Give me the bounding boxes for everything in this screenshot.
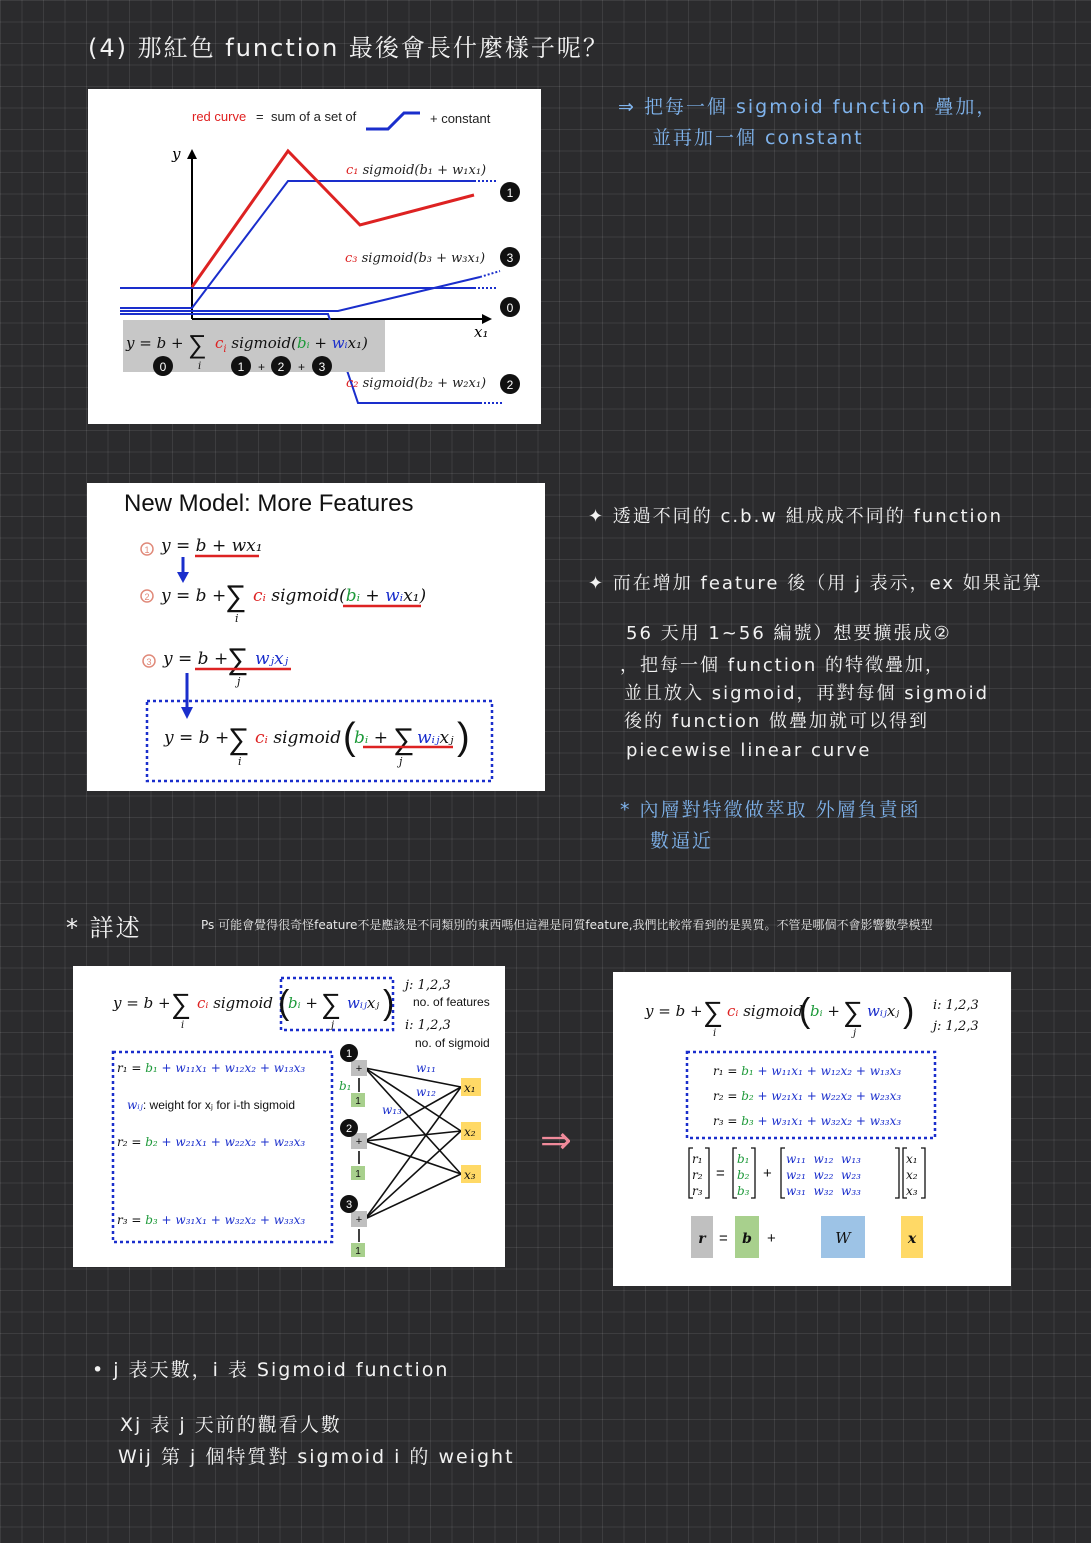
svg-text:): ): [457, 716, 470, 758]
matrix-x3: x₃: [906, 1184, 918, 1198]
svg-text:b: b: [742, 1231, 752, 1247]
svg-text:∑: ∑: [703, 996, 723, 1027]
legend-sigmoid-icon: [366, 113, 420, 129]
i-range: i: 1,2,3: [933, 998, 979, 1013]
svg-text:∑: ∑: [188, 329, 207, 359]
i-desc: no. of sigmoid: [415, 1036, 490, 1050]
svg-text:y = b +: y = b +: [645, 1002, 703, 1020]
svg-text:∑: ∑: [843, 996, 863, 1027]
svg-text:j: j: [331, 1020, 335, 1031]
sigmoid-curve-3: [120, 277, 480, 311]
svg-text:1: 1: [144, 545, 150, 555]
svg-text:1: 1: [345, 1048, 353, 1060]
svg-text:y = b +: y = b +: [113, 994, 171, 1012]
r1-equation: r₁ = b₁ + w₁₁x₁ + w₁₂x₂ + w₁₃x₃: [117, 1061, 306, 1075]
matrix-r2: r₂: [692, 1168, 703, 1182]
bottom-note-1: • j 表天數，i 表 Sigmoid function: [92, 1359, 450, 1381]
svg-text:): ): [903, 992, 915, 1030]
weight-w11: w₁₁: [416, 1061, 436, 1075]
svg-text:x₁: x₁: [464, 1081, 476, 1095]
svg-text:x₃: x₃: [464, 1168, 476, 1182]
j-range: j: 1,2,3: [405, 978, 451, 993]
matrix-slide-equation: cᵢ sigmoid: [727, 1002, 803, 1020]
r1-equation: r₁ = b₁ + w₁₁x₁ + w₁₂x₂ + w₁₃x₃: [713, 1064, 902, 1078]
legend-equals: =: [256, 109, 264, 124]
network-figure: [73, 966, 505, 1267]
matrix-b1: b₁: [737, 1152, 750, 1166]
svg-text:2: 2: [277, 360, 285, 374]
slide-red-curve: [88, 89, 541, 424]
svg-text:∑: ∑: [225, 580, 247, 613]
svg-text:i: i: [713, 1028, 717, 1039]
curve-1-label: c₁ sigmoid(b₁ + w₁x₁): [346, 163, 487, 178]
svg-text:2: 2: [506, 378, 514, 392]
svg-text:i: i: [198, 361, 202, 372]
r2-equation: r₂ = b₂ + w₂₁x₁ + w₂₂x₂ + w₂₃x₃: [713, 1089, 902, 1103]
slide-matrix-form: [613, 972, 1011, 1286]
svg-text:y = b +: y = b +: [163, 649, 229, 669]
j-desc: no. of features: [413, 995, 490, 1009]
svg-text:∑: ∑: [393, 723, 415, 756]
equation-1: y = b + wx₁: [161, 536, 263, 556]
svg-text:1: 1: [506, 186, 514, 200]
note-2-line-5: 並且放入 sigmoid，再對每個 sigmoid: [624, 683, 989, 704]
svg-text:i: i: [235, 612, 239, 625]
matrix-x2: x₂: [906, 1168, 918, 1182]
note-1-line-2: 並再加一個 constant: [652, 127, 864, 149]
note-1-line-1: ⇒ 把每一個 sigmoid function 疊加，: [618, 96, 998, 118]
svg-text:3: 3: [318, 360, 326, 374]
matrix-b3: b₃: [737, 1184, 750, 1198]
equation-4: cᵢ sigmoid: [255, 728, 342, 748]
svg-text:=: =: [716, 1165, 725, 1182]
svg-text:wᵢⱼxⱼ: wᵢⱼxⱼ: [867, 1002, 900, 1020]
svg-text:bᵢ +: bᵢ +: [288, 994, 318, 1012]
svg-text:+: +: [258, 360, 266, 374]
svg-text:j: j: [237, 675, 241, 688]
arrow-right-icon: ⇒: [540, 1118, 572, 1162]
bottom-note-2: Xj 表 j 天前的觀看人數: [120, 1414, 342, 1436]
bottom-note-3: Wij 第 j 個特質對 sigmoid i 的 weight: [118, 1446, 515, 1468]
svg-text:wᵢⱼxⱼ: wᵢⱼxⱼ: [347, 994, 380, 1012]
svg-text:i: i: [181, 1020, 185, 1031]
svg-text:∑: ∑: [171, 988, 191, 1019]
svg-text:(: (: [278, 984, 290, 1022]
j-range: j: 1,2,3: [933, 1019, 979, 1034]
svg-text:1: 1: [355, 1169, 361, 1180]
detail-heading: * 詳述: [66, 914, 142, 942]
network-edges: [359, 1068, 461, 1242]
y-axis-label: y: [172, 145, 181, 163]
matrix-figure: [613, 972, 1011, 1286]
svg-text:+: +: [767, 1230, 776, 1247]
matrix-r1: r₁: [692, 1152, 703, 1166]
svg-text:bᵢ +: bᵢ +: [810, 1002, 840, 1020]
svg-text:2: 2: [144, 592, 150, 602]
svg-text:wᵢⱼxⱼ: wᵢⱼxⱼ: [417, 728, 454, 748]
arrow-down-icon: [181, 707, 193, 719]
r3-equation: r₃ = b₃ + w₃₁x₁ + w₃₂x₂ + w₃₃x₃: [117, 1213, 306, 1227]
note-2-line-6: 後的 function 做疊加就可以得到: [624, 711, 929, 732]
wij-note: wᵢⱼ: weight for xⱼ for i-th sigmoid: [127, 1098, 296, 1112]
x-axis-label: x₁: [474, 323, 489, 341]
svg-text:): ): [383, 984, 395, 1022]
svg-text:+: +: [355, 1063, 363, 1075]
svg-text:3: 3: [146, 657, 152, 667]
svg-text:0: 0: [159, 360, 167, 374]
svg-text:∑: ∑: [321, 988, 341, 1019]
svg-text:=: =: [719, 1230, 728, 1247]
note-2-line-1: ✦ 透過不同的 c.b.w 組成成不同的 function: [588, 506, 1003, 527]
arrow-down-icon: [177, 572, 189, 583]
matrix-w-row3: w₃₁ w₃₂ w₃₃: [786, 1184, 861, 1198]
slide-2-title: New Model: More Features: [124, 490, 414, 517]
curve-2-label: c₂ sigmoid(b₂ + w₂x₁): [346, 376, 487, 391]
note-2-line-9: 數逼近: [650, 830, 714, 852]
ps-note: Ps 可能會覺得很奇怪feature不是應該是不同類別的東西嗎但這裡是同質feature,我們比較常看到的是異質。不管是哪個不會影響數學模型: [201, 918, 933, 932]
bias-b1: b₁: [339, 1079, 352, 1093]
note-2-line-4: ，把每一個 function 的特徵疊加，: [620, 655, 945, 676]
svg-text:∑: ∑: [228, 723, 250, 756]
matrix-w-row2: w₂₁ w₂₂ w₂₃: [786, 1168, 861, 1182]
i-range: i: 1,2,3: [405, 1018, 451, 1033]
svg-text:r: r: [698, 1231, 706, 1247]
curve-3-label: c₃ sigmoid(b₃ + w₃x₁): [345, 251, 486, 266]
slide-new-model: [87, 483, 545, 791]
svg-text:1: 1: [355, 1246, 361, 1257]
svg-text:3: 3: [345, 1199, 353, 1211]
svg-text:j: j: [399, 755, 403, 768]
legend-constant: + constant: [430, 111, 491, 126]
svg-text:3: 3: [506, 251, 514, 265]
svg-text:j: j: [853, 1028, 857, 1039]
svg-text:(: (: [799, 992, 811, 1030]
equation-3: wⱼxⱼ: [255, 649, 289, 669]
svg-text:∑: ∑: [227, 643, 249, 676]
slide-network-detail: [73, 966, 505, 1267]
weight-w12: w₁₂: [416, 1085, 436, 1099]
new-model-figure: [87, 483, 545, 791]
matrix-x1: x₁: [906, 1152, 918, 1166]
svg-text:i: i: [238, 755, 242, 768]
note-2-line-7: piecewise linear curve: [626, 740, 872, 761]
svg-text:+: +: [355, 1136, 363, 1148]
matrix-r3: r₃: [692, 1184, 703, 1198]
svg-text:W: W: [835, 1229, 851, 1247]
svg-text:y = b +: y = b +: [161, 586, 227, 606]
matrix-b2: b₂: [737, 1168, 750, 1182]
legend-sum-of: sum of a set of: [271, 109, 357, 124]
svg-text:x: x: [907, 1231, 917, 1247]
svg-text:+: +: [298, 360, 306, 374]
r2-equation: r₂ = b₂ + w₂₁x₁ + w₂₂x₂ + w₂₃x₃: [117, 1135, 306, 1149]
note-2-line-8: * 內層對特徵做萃取 外層負責函: [620, 799, 921, 821]
svg-text:2: 2: [345, 1123, 353, 1135]
svg-text:1: 1: [237, 360, 245, 374]
network-equation: cᵢ sigmoid: [197, 994, 273, 1012]
weight-w13: w₁₃: [382, 1103, 402, 1117]
equation-2: cᵢ sigmoid(bᵢ + wᵢx₁): [253, 586, 427, 606]
svg-text:0: 0: [506, 301, 514, 315]
y-axis-arrow: [187, 149, 197, 159]
red-curve-figure: [88, 89, 541, 424]
matrix-w-row1: w₁₁ w₁₂ w₁₃: [786, 1152, 861, 1166]
svg-text:+: +: [355, 1214, 363, 1226]
note-2-line-3: 56 天用 1~56 編號）想要擴張成②: [626, 623, 952, 644]
svg-text:1: 1: [355, 1096, 361, 1107]
legend-red-curve: red curve: [192, 109, 247, 124]
svg-text:bᵢ +: bᵢ +: [354, 728, 388, 748]
page-heading: (4) 那紅色 function 最後會長什麼樣子呢？: [88, 34, 609, 62]
svg-text:x₂: x₂: [464, 1125, 476, 1139]
formula-body: $c_i$ sigmoid(bᵢ + wᵢx₁): [215, 334, 368, 355]
svg-text:y = b +: y = b +: [164, 728, 230, 748]
formula-y: y = b +: [126, 334, 184, 352]
svg-text:+: +: [763, 1165, 772, 1182]
note-2-line-2: ✦ 而在增加 feature 後（用 j 表示，ex 如果記算: [588, 573, 1043, 594]
r3-equation: r₃ = b₃ + w₃₁x₁ + w₃₂x₂ + w₃₃x₃: [713, 1114, 902, 1128]
svg-text:(: (: [343, 716, 356, 758]
